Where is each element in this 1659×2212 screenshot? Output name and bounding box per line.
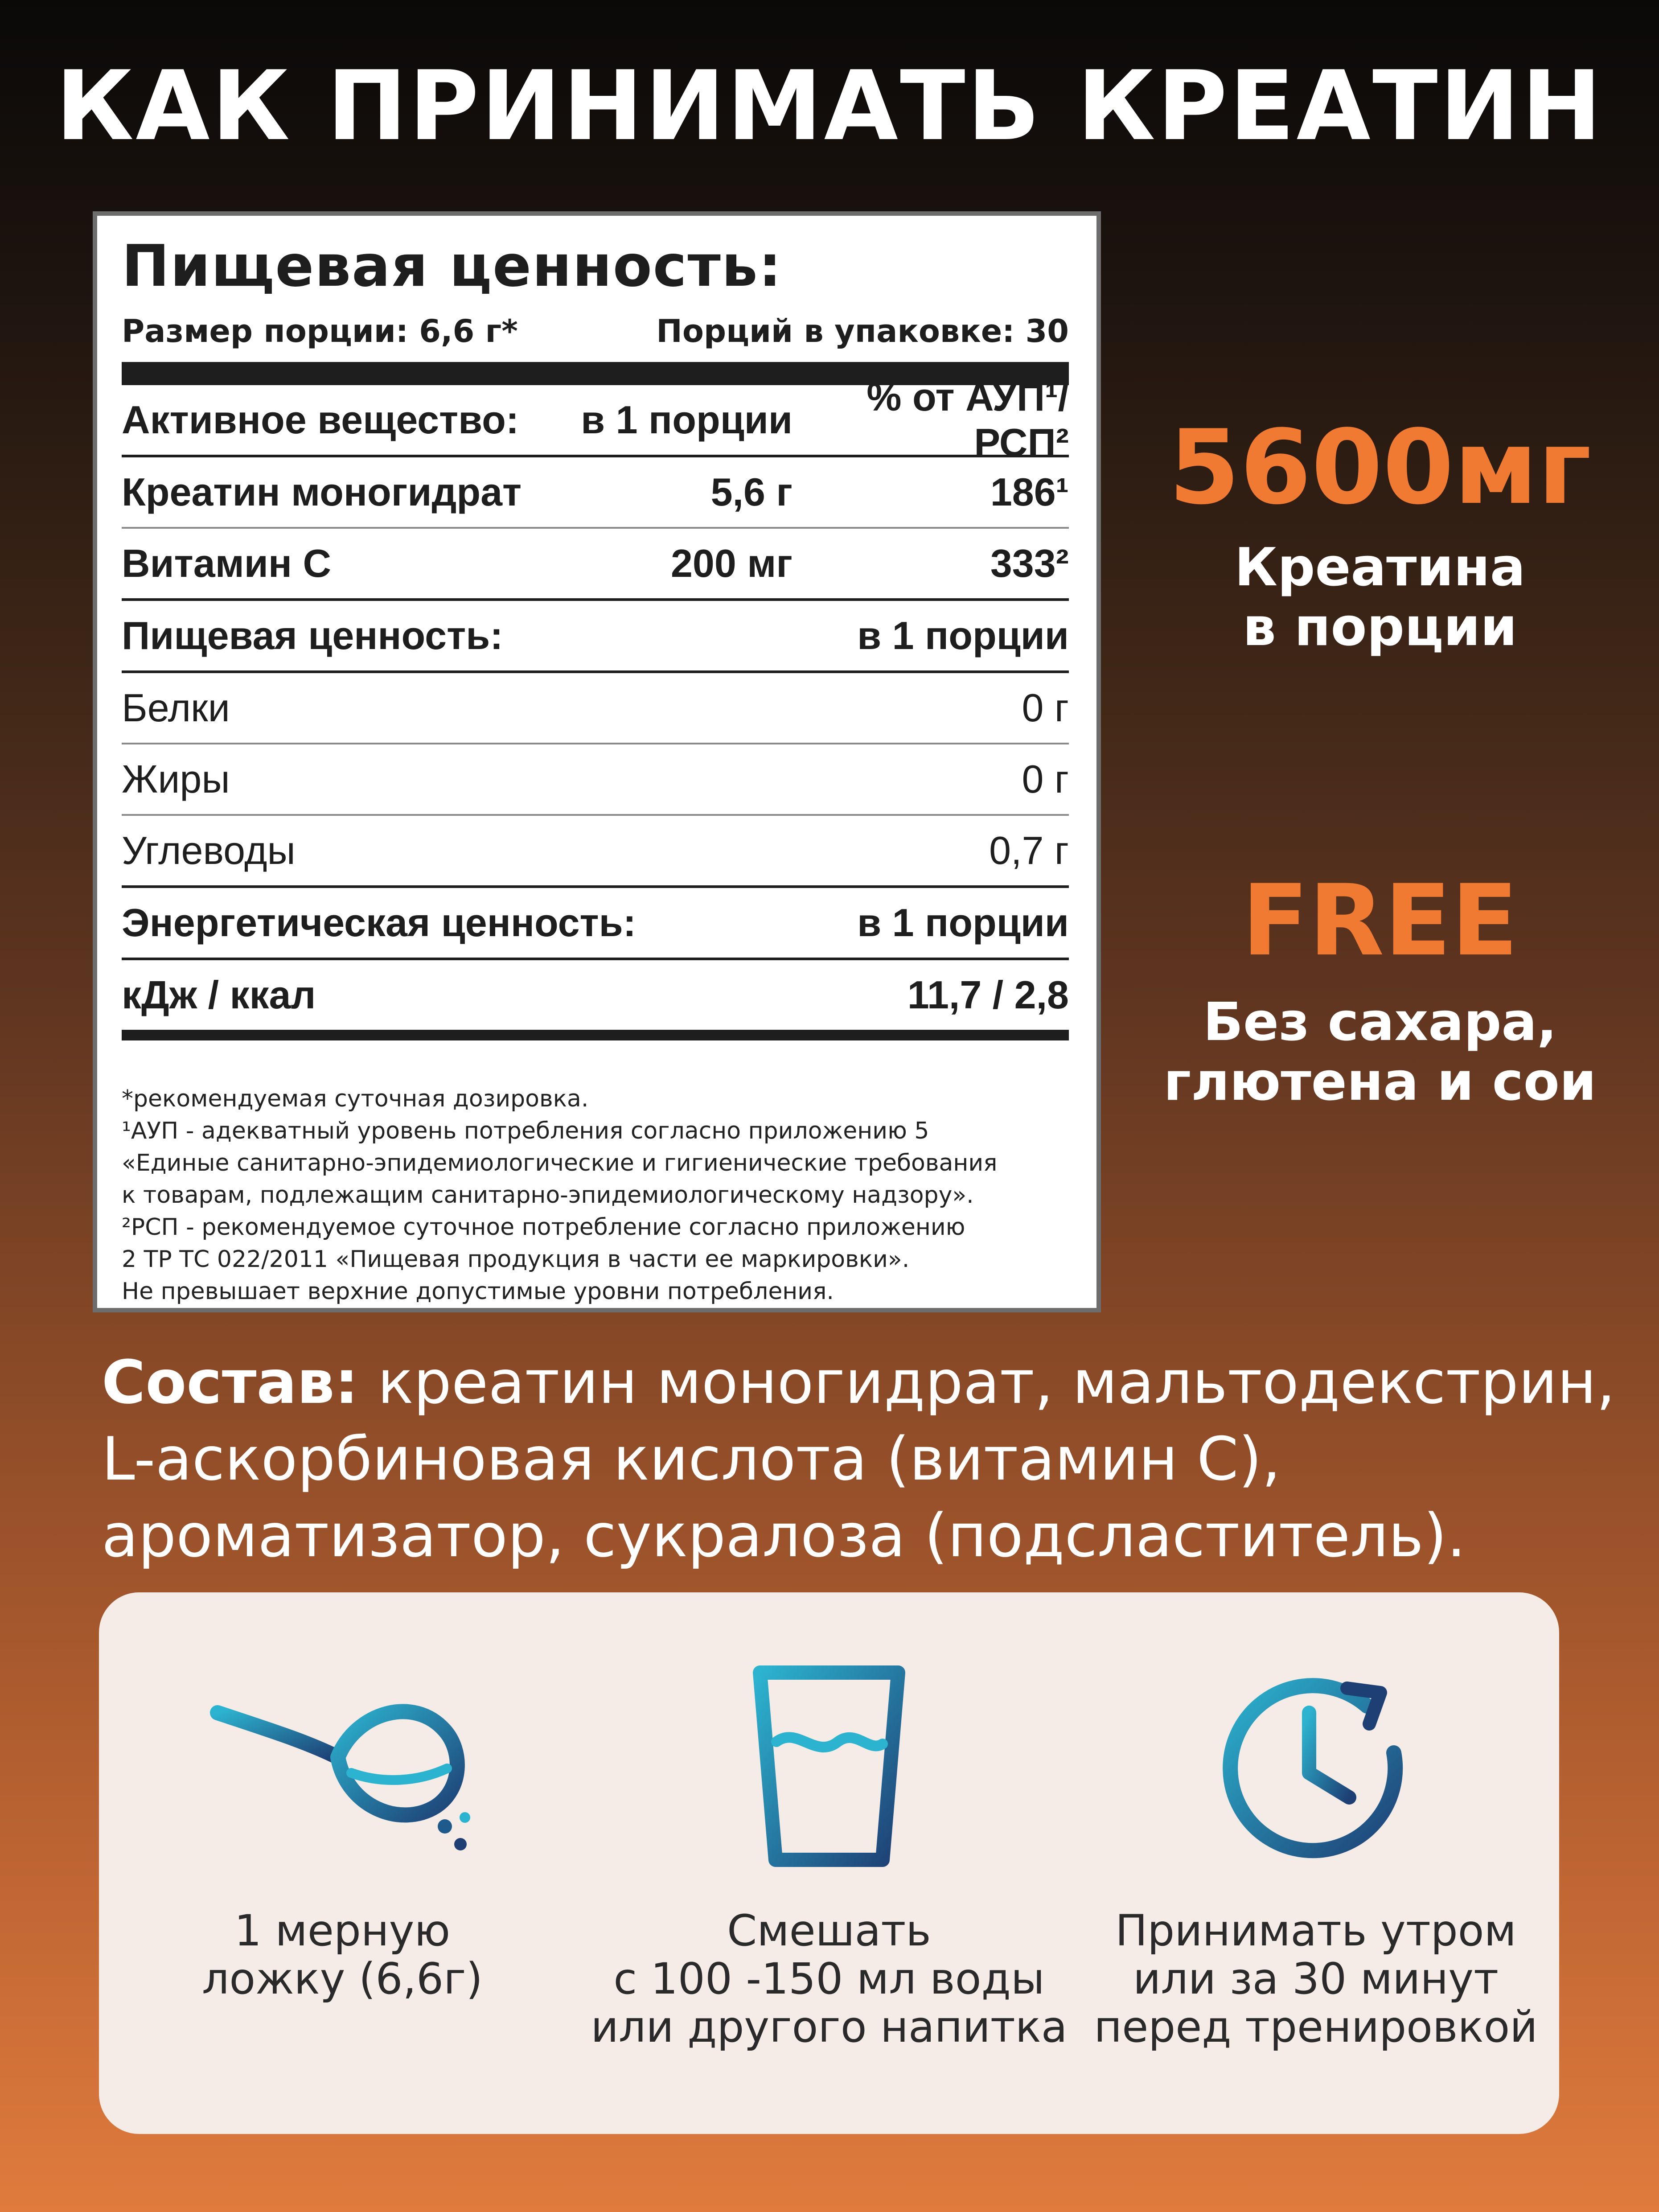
composition-line: ароматизатор, сукралоза (подсластитель). [102,1501,1466,1571]
row-label: Витамин С [122,541,332,585]
table-row [122,960,1069,1040]
step-text: Принимать утром [1115,1906,1516,1956]
serving-size: Размер порции: 6,6 г* [122,313,518,349]
creatine-amount: 5600мг [1168,408,1592,527]
footnote: ²РСП - рекомендуемое суточное потребление согласно приложению [122,1214,965,1241]
table-row [122,457,1069,529]
caption-line: Без сахара, [1203,991,1557,1053]
table-row [122,744,1069,816]
page-title: КАК ПРИНИМАТЬ КРЕАТИН [55,50,1604,162]
free-badge: FREE [1241,863,1519,978]
servings-per-pack: Порций в упаковке: 30 [656,313,1069,349]
step-text: или за 30 минут [1133,1954,1499,2004]
composition-label: Состав: [102,1348,359,1417]
step-text: с 100 -150 мл воды [613,1954,1045,2004]
caption-line: Креатина [1234,536,1526,598]
row-amount: 200 мг [670,541,793,585]
row-label: Белки [122,686,230,730]
table-row [122,673,1069,744]
nutrition-panel [93,211,1101,1312]
row-value: 0 г [1022,686,1069,730]
footnote: «Единые санитарно-эпидемиологические и гигиенические требования [122,1150,998,1176]
footnote: ¹АУП - адекватный уровень потребления согласно приложению 5 [122,1118,929,1144]
caption-line: в порции [1243,596,1517,658]
row-value: в 1 порции [857,613,1069,658]
row-value: 0 г [1022,757,1069,801]
free-caption [1101,992,1659,1111]
footnote: к товарам, подлежащим санитарно-эпидемиологическому надзору». [122,1182,974,1209]
row-value: 11,7 / 2,8 [907,973,1069,1017]
row-label: Активное вещество: [122,398,519,442]
row-label: Жиры [122,757,230,801]
instructions-card [99,1592,1559,2134]
step-text: 1 мерную [234,1906,451,1956]
row-percent: % от АУП¹/РСП² [866,375,1069,465]
footnote: *рекомендуемая суточная дозировка. [122,1085,589,1112]
composition [102,1344,1616,1574]
step-label [1072,1907,1559,2051]
clock-icon [1213,1664,1418,1869]
glass-icon [749,1664,909,1869]
step-scoop [99,1592,586,2134]
step-label [99,1907,586,2003]
row-label: Креатин моногидрат [122,470,522,514]
footnote: Не превышает верхние допустимые уровни потребления. [122,1278,834,1305]
row-label: Пищевая ценность: [122,613,503,658]
table-header-row [122,375,1069,465]
step-text: перед тренировкой [1094,2002,1538,2052]
table-row [122,816,1069,888]
caption-line: глютена и сои [1163,1051,1597,1112]
step-mix [586,1592,1072,2134]
row-label: Энергетическая ценность: [122,900,636,945]
row-amount: 5,6 г [710,470,793,514]
row-percent: 186¹ [990,470,1069,514]
footnotes [122,1083,1069,1307]
serving-info [122,313,1069,349]
row-label: кДж / ккал [122,973,316,1017]
table-row [122,529,1069,601]
step-text: ложку (6,6г) [202,1954,483,2004]
scoop-icon [204,1664,480,1869]
composition-line: L-аскорбиновая кислота (витамин С), [102,1424,1281,1494]
step-timing [1072,1592,1559,2134]
step-text: Смешать [727,1906,931,1956]
creatine-caption [1101,537,1659,657]
row-amount: в 1 порции [581,398,793,442]
row-value: 0,7 г [989,828,1069,872]
step-label [586,1907,1072,2051]
row-value: в 1 порции [857,900,1069,945]
footnote: 2 ТР ТС 022/2011 «Пищевая продукция в части ее маркировки». [122,1246,910,1273]
table-section-row [122,601,1069,673]
step-text: или другого напитка [591,2002,1068,2052]
row-percent: 333² [990,541,1069,585]
row-label: Углеводы [122,828,296,872]
table-section-row [122,888,1069,960]
panel-heading: Пищевая ценность: [122,233,782,300]
composition-line: креатин моногидрат, мальтодекстрин, [358,1348,1616,1417]
